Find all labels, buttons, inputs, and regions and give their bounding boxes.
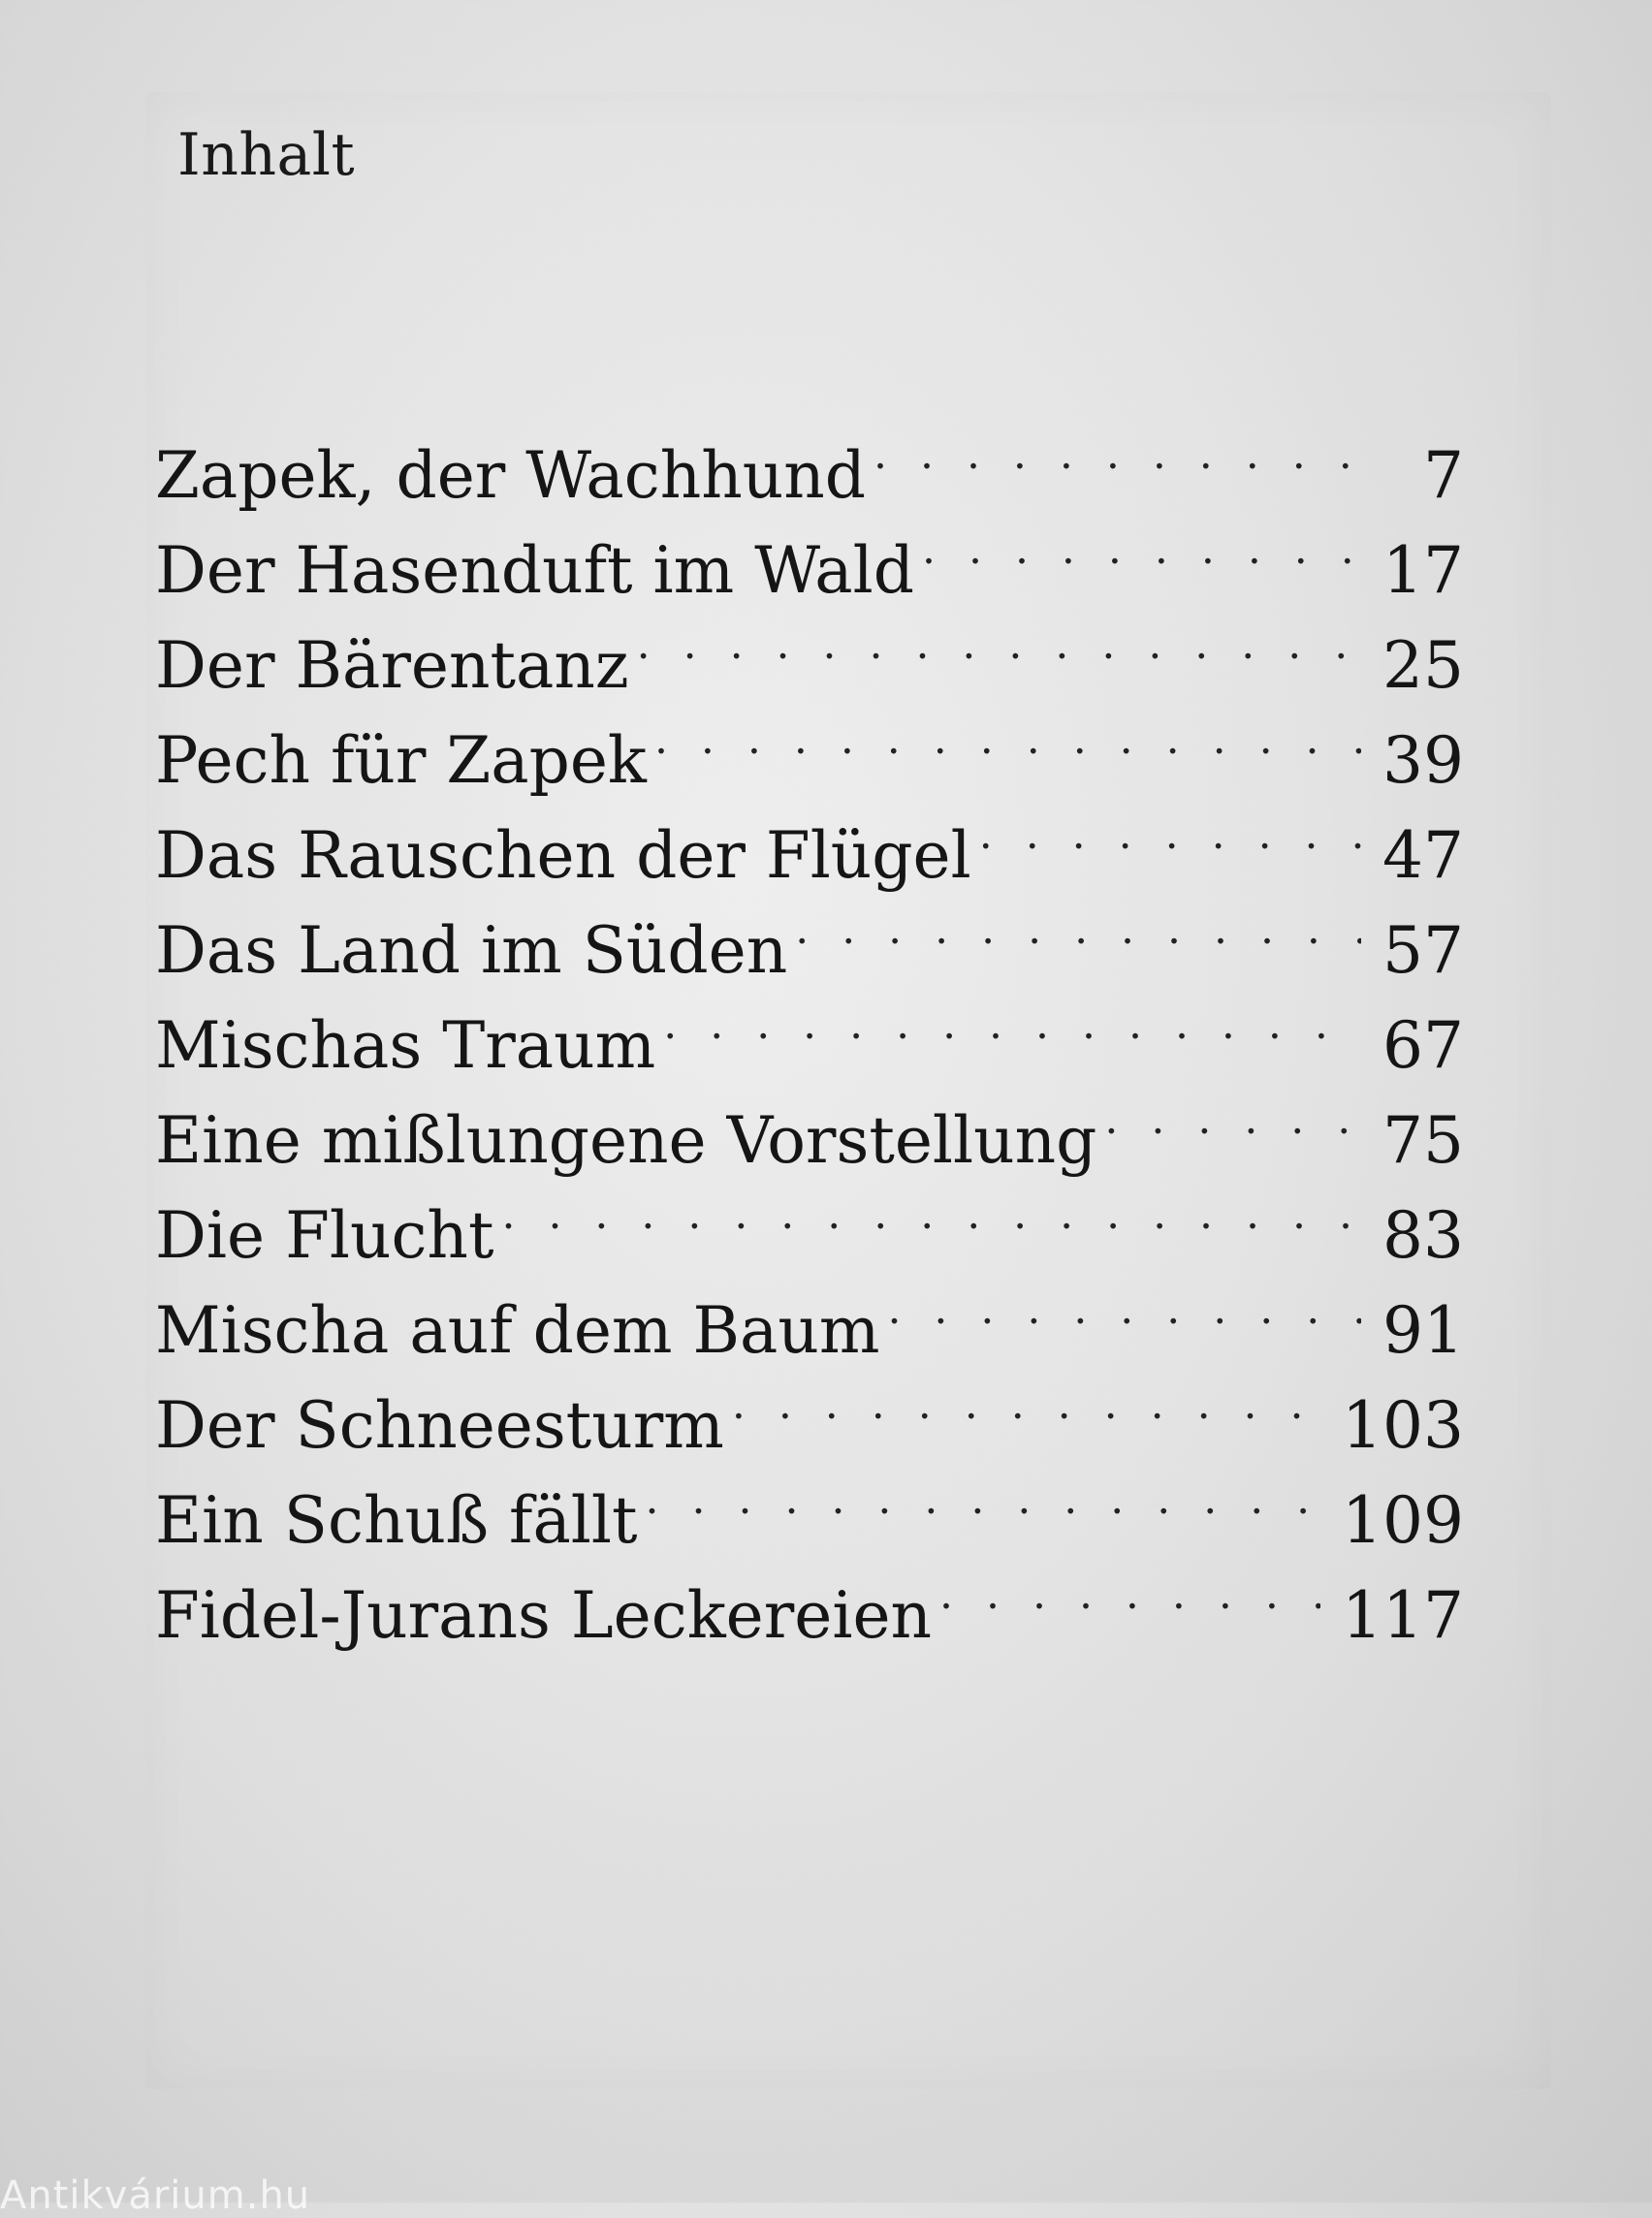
toc-entry-page: 117 bbox=[1342, 1578, 1464, 1653]
toc-entry-page: 109 bbox=[1342, 1483, 1464, 1558]
dot-leader bbox=[732, 1352, 1320, 1447]
toc-entry-title: Der Hasenduft im Wald bbox=[155, 533, 915, 608]
dot-leader bbox=[654, 687, 1361, 782]
dot-leader bbox=[922, 497, 1361, 592]
dot-leader bbox=[663, 972, 1361, 1067]
toc-entry-title: Die Flucht bbox=[155, 1198, 494, 1273]
table-of-contents bbox=[155, 402, 1464, 1653]
toc-entry-title: Fidel-Jurans Leckereien bbox=[155, 1578, 933, 1653]
dot-leader bbox=[874, 402, 1365, 497]
toc-entry-title: Ein Schuß fällt bbox=[155, 1483, 638, 1558]
page-title: Inhalt bbox=[177, 121, 356, 189]
toc-entry-title: Der Schneesturm bbox=[155, 1388, 724, 1463]
dot-leader bbox=[501, 1162, 1361, 1257]
dot-leader bbox=[979, 782, 1361, 877]
watermark: Antikvárium.hu bbox=[0, 2173, 311, 2218]
toc-entry-title: Zapek, der Wachhund bbox=[155, 438, 866, 513]
toc-entry bbox=[155, 402, 1464, 513]
dot-leader bbox=[1104, 1067, 1361, 1162]
toc-entry-page: 83 bbox=[1382, 1198, 1464, 1273]
dot-leader bbox=[939, 1542, 1320, 1637]
toc-entry-page: 17 bbox=[1382, 533, 1464, 608]
toc-entry-title: Eine mißlungene Vorstellung bbox=[155, 1103, 1097, 1178]
toc-entry-title: Der Bärentanz bbox=[155, 628, 629, 703]
toc-entry-page: 75 bbox=[1382, 1103, 1464, 1178]
dot-leader bbox=[795, 877, 1361, 972]
toc-entry-page: 47 bbox=[1382, 818, 1464, 893]
dot-leader bbox=[637, 592, 1361, 687]
toc-entry-page: 7 bbox=[1423, 438, 1464, 513]
toc-entry-page: 25 bbox=[1382, 628, 1464, 703]
toc-entry-page: 103 bbox=[1342, 1388, 1464, 1463]
toc-entry-title: Mischas Traum bbox=[155, 1008, 656, 1083]
toc-entry-title: Mischa auf dem Baum bbox=[155, 1293, 880, 1368]
toc-entry-page: 67 bbox=[1382, 1008, 1464, 1083]
toc-entry-title: Das Rauschen der Flügel bbox=[155, 818, 971, 893]
toc-entry-title: Das Land im Süden bbox=[155, 913, 788, 988]
dot-leader bbox=[646, 1447, 1320, 1542]
toc-entry-title: Pech für Zapek bbox=[155, 723, 647, 798]
dot-leader bbox=[887, 1257, 1361, 1352]
toc-entry-page: 57 bbox=[1382, 913, 1464, 988]
toc-entry-page: 39 bbox=[1382, 723, 1464, 798]
toc-entry-page: 91 bbox=[1382, 1293, 1464, 1368]
